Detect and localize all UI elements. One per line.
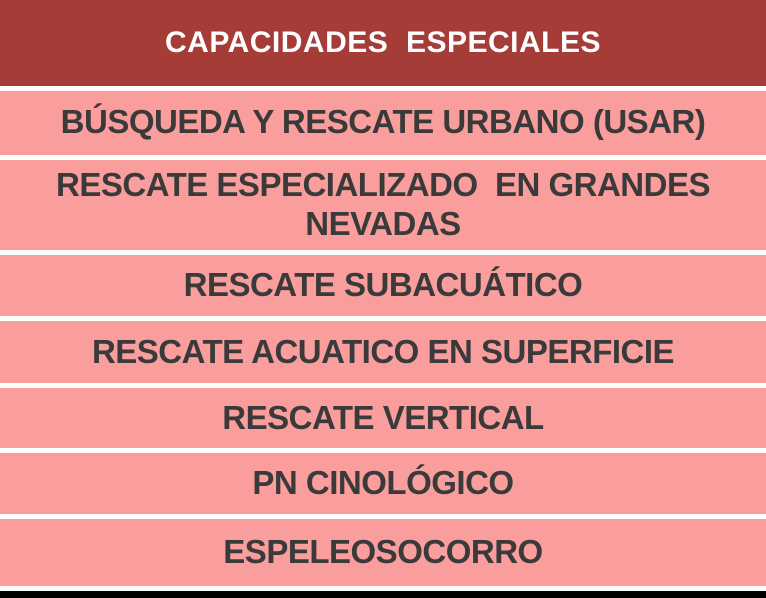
row-label: RESCATE ACUATICO EN SUPERFICIE (91, 332, 675, 370)
table-row (0, 519, 766, 586)
table-row (0, 388, 766, 448)
table-row (0, 255, 766, 316)
table-row (0, 91, 766, 154)
row-label: BÚSQUEDA Y RESCATE URBANO (USAR) (60, 103, 706, 141)
table-header-title: CAPACIDADES ESPECIALES (164, 26, 601, 60)
bottom-border-bar (0, 591, 766, 598)
table-row (0, 160, 766, 250)
row-label: RESCATE SUBACUÁTICO (183, 266, 583, 304)
table-row (0, 453, 766, 513)
table-header (0, 0, 766, 86)
row-label: RESCATE ESPECIALIZADO EN GRANDES NEVADAS (56, 165, 719, 242)
row-label: RESCATE VERTICAL (222, 398, 544, 436)
row-label: ESPELEOSOCORRO (223, 532, 543, 570)
table-row (0, 321, 766, 382)
row-label: PN CINOLÓGICO (252, 463, 514, 501)
